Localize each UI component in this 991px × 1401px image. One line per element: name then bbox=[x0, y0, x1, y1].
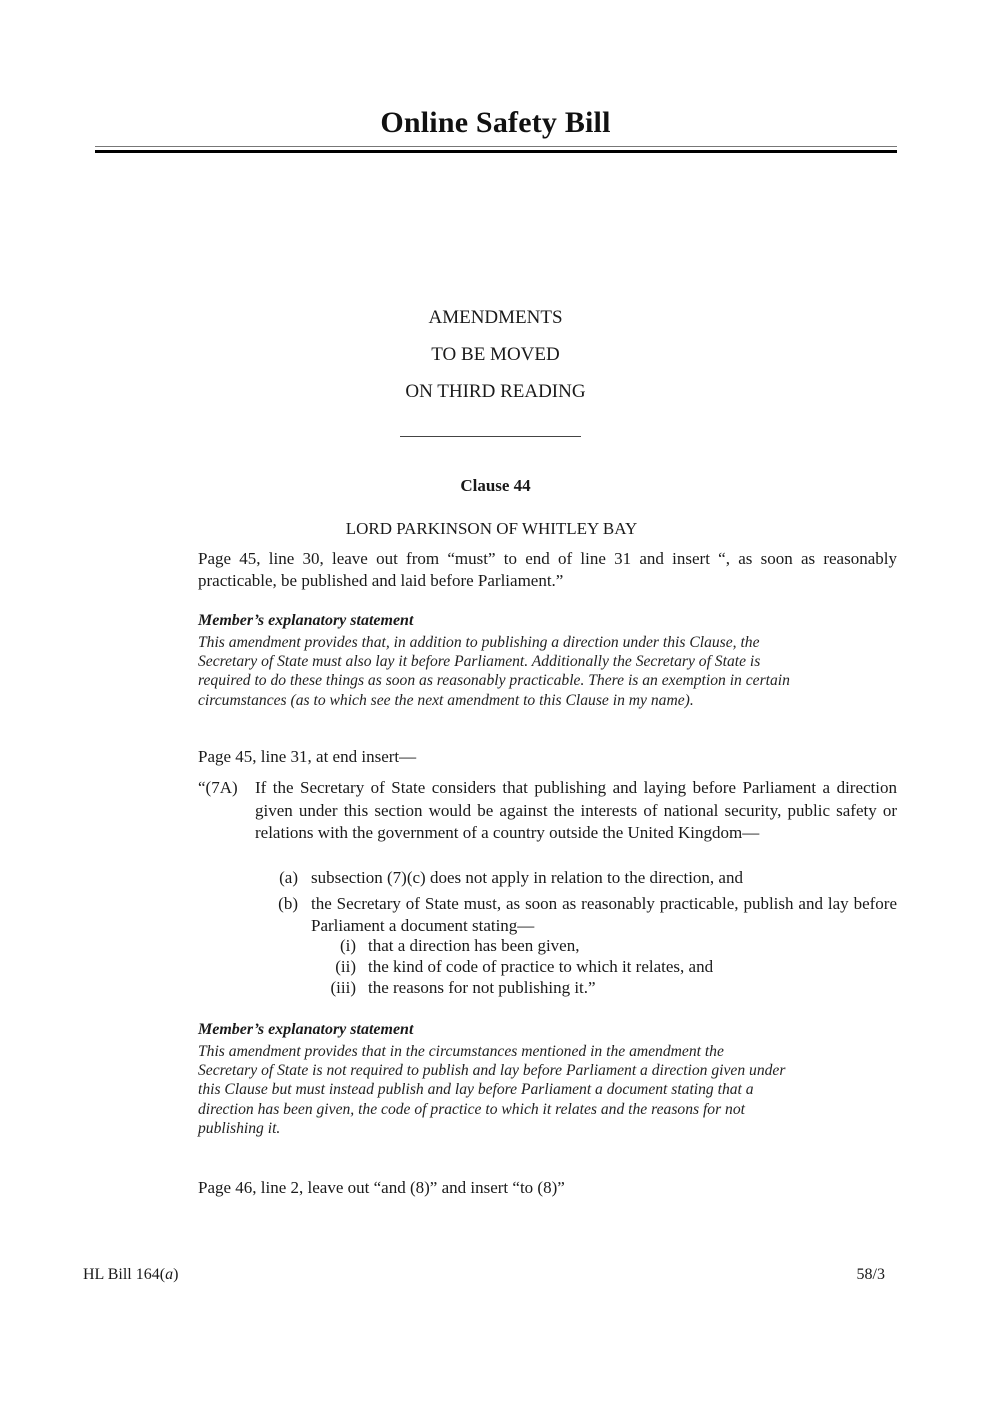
statement-line: direction has been given, the code of practice to which it relates and the reasons for not bbox=[198, 1100, 745, 1118]
amendment-2-statement-body bbox=[198, 1042, 897, 1138]
amendment-1-statement-heading: Member’s explanatory statement bbox=[198, 612, 414, 629]
amendment-1-instruction: Page 45, line 30, leave out from “must” to end of line 31 and insert “, as soon as reasonably practicable, be published and laid before Parliament.” bbox=[198, 549, 897, 590]
subparagraph-i-text: that a direction has been given, bbox=[368, 936, 580, 955]
statement-line: this Clause but must instead publish and lay before Parliament a document stating that a bbox=[198, 1081, 754, 1099]
statement-line: required to do these things as soon as reasonably practicable. There is an exemption in certain bbox=[198, 672, 790, 690]
subparagraph-ii-label: (ii) bbox=[335, 957, 356, 976]
heading-divider bbox=[400, 436, 581, 437]
member-name bbox=[0, 519, 991, 539]
paragraph-b-text: the Secretary of State must, as soon as reasonably practicable, publish and lay before Parliament a document stating— bbox=[311, 894, 897, 935]
paragraph-a-label: (a) bbox=[279, 868, 298, 887]
document-title: Online Safety Bill bbox=[380, 106, 611, 139]
subsection-7a-label: “(7A) bbox=[198, 778, 238, 797]
clause-heading: Clause 44 bbox=[460, 476, 531, 495]
title-rule-thin bbox=[95, 146, 897, 147]
subsection-7a-text: If the Secretary of State considers that publishing and laying before Parliament a direction given under this section would be against the interests of national security, public safety or relations with the government of a country outside the United Kingdom— bbox=[255, 778, 897, 842]
heading-line-to-be-moved: TO BE MOVED bbox=[431, 344, 560, 365]
paragraph-b-label: (b) bbox=[278, 894, 298, 913]
statement-line: This amendment provides that, in addition to publishing a direction under this Clause, the bbox=[198, 634, 760, 651]
paragraph-a-text: subsection (7)(c) does not apply in relation to the direction, and bbox=[311, 868, 743, 887]
statement-line: This amendment provides that in the circumstances mentioned in the amendment the bbox=[198, 1043, 724, 1060]
subparagraph-iii-text: the reasons for not publishing it.” bbox=[368, 978, 596, 997]
bill-reference-letter: a bbox=[165, 1266, 174, 1283]
statement-line: Secretary of State is not required to publish and lay before Parliament a direction given under bbox=[198, 1062, 786, 1080]
bill-reference-prefix: HL Bill 164( bbox=[83, 1266, 166, 1283]
amendment-1-statement-body bbox=[198, 633, 897, 710]
heading-line-amendments: AMENDMENTS bbox=[428, 307, 563, 328]
title-rule-thick bbox=[95, 150, 897, 153]
statement-line: publishing it. bbox=[198, 1119, 281, 1137]
amendment-2-statement-heading: Member’s explanatory statement bbox=[198, 1021, 414, 1038]
subparagraph-i-label: (i) bbox=[339, 936, 356, 955]
amendment-3-instruction: Page 46, line 2, leave out “and (8)” and insert “to (8)” bbox=[198, 1178, 565, 1197]
amendment-2-instruction: Page 45, line 31, at end insert— bbox=[198, 747, 417, 766]
bill-reference bbox=[83, 1266, 178, 1284]
subparagraph-ii-text: the kind of code of practice to which it relates, and bbox=[368, 957, 714, 976]
member-name-text: LORD PARKINSON OF WHITLEY BAY bbox=[345, 519, 638, 538]
subparagraph-iii-label: (iii) bbox=[330, 978, 356, 997]
heading-line-third-reading: ON THIRD READING bbox=[405, 381, 586, 402]
page-reference: 58/3 bbox=[856, 1266, 885, 1283]
statement-line: Secretary of State must also lay it before Parliament. Additionally the Secretary of State is bbox=[198, 653, 761, 671]
bill-reference-suffix: ) bbox=[173, 1266, 179, 1283]
statement-line: circumstances (as to which see the next amendment to this Clause in my name). bbox=[198, 691, 694, 709]
